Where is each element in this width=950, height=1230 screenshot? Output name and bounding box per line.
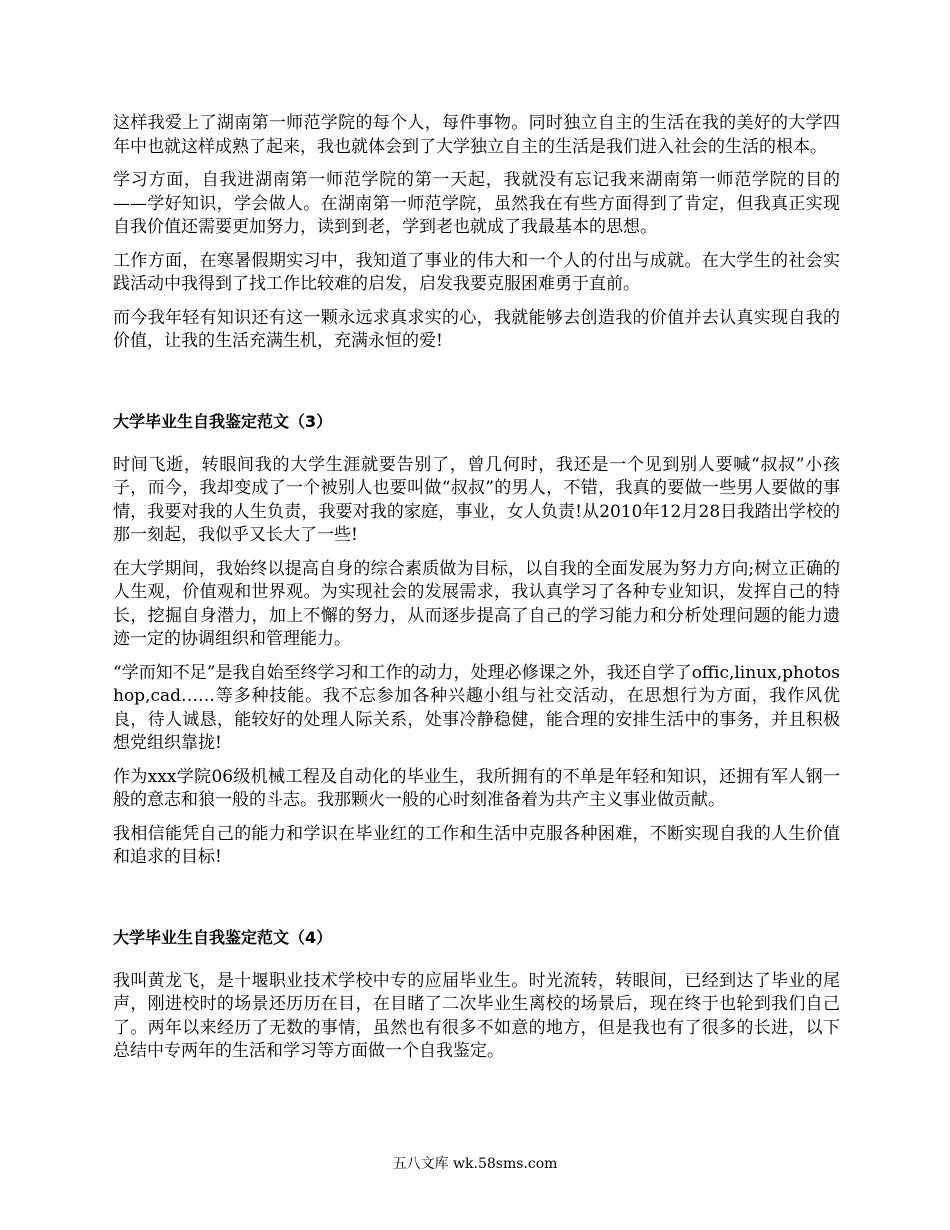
document-page [113,112,840,1074]
section-spacer [113,364,840,410]
paragraph: 在大学期间，我始终以提高自身的综合素质做为目标，以自我的全面发展为努力方向;树立正确的人生观，价值观和世界观。为实现社会的发展需求，我认真学习了各种专业知识，发挥自己的特长，挖掘自身潜力，加上不懈的努力，从而逐步提高了自己的学习能力和分析处理问题的能力遗迹一定的协调组织和管理能力。 [113,558,840,649]
section-4-heading: 大学毕业生自我鉴定范文（4） [113,927,333,947]
paragraph: 工作方面，在寒暑假期实习中，我知道了事业的伟大和一个人的付出与成就。在大学生的社会实践活动中我得到了找工作比较难的启发，启发我要克服困难勇于直前。 [113,250,840,294]
paragraph: 作为xxx学院06级机械工程及自动化的毕业生，我所拥有的不单是年轻和知识，还拥有军人钢一般的意志和狼一般的斗志。我那颗火一般的心时刻准备着为共产主义事业做贡献。 [113,766,840,810]
paragraph: “学而知不足”是我自始至终学习和工作的动力，处理必修课之外，我还自学了offic,linux,photoshop,cad……等多种技能。我不忘参加各种兴趣小组与社交活动，在思想行为方面，我作风优良，待人诚恳，能较好的处理人际关系，处事冷静稳健，能合理的安排生活中的事务，并且积极想党组织靠拢! [113,662,840,753]
footer-watermark: 五八文库 wk.58sms.com [392,1156,558,1172]
paragraph: 我相信能凭自己的能力和学识在毕业红的工作和生活中克服各种困难，不断实现自我的人生价值和追求的目标! [113,823,840,867]
section-spacer [113,880,840,926]
paragraph: 时间飞逝，转眼间我的大学生涯就要告别了，曾几何时，我还是一个见到别人要喊“叔叔”小孩子，而今，我却变成了一个被别人也要叫做“叔叔”的男人，不错，我真的要做一些男人要做的事情，我要对我的人生负责，我要对我的家庭，事业，女人负责!从2010年12月28日我踏出学校的那一刻起，我似乎又长大了一些! [113,454,840,545]
paragraph: 我叫黄龙飞，是十堰职业技术学校中专的应届毕业生。时光流转，转眼间，已经到达了毕业的尾声，刚进校时的场景还历历在目，在目睹了二次毕业生离校的场景后，现在终于也轮到我们自己了。两年以来经历了无数的事情，虽然也有很多不如意的地方，但是我也有了很多的长进，以下总结中专两年的生活和学习等方面做一个自我鉴定。 [113,970,840,1061]
paragraph: 学习方面，自我进湖南第一师范学院的第一天起，我就没有忘记我来湖南第一师范学院的目的——学好知识，学会做人。在湖南第一师范学院，虽然我在有些方面得到了肯定，但我真正实现自我价值还需要更加努力，读到到老，学到老也就成了我最基本的思想。 [113,170,840,237]
paragraph: 这样我爱上了湖南第一师范学院的每个人，每件事物。同时独立自主的生活在我的美好的大学四年中也就这样成熟了起来，我也就体会到了大学独立自主的生活是我们进入社会的生活的根本。 [113,113,840,157]
section-3-heading: 大学毕业生自我鉴定范文（3） [113,411,333,431]
paragraph: 而今我年轻有知识还有这一颗永远求真求实的心，我就能够去创造我的价值并去认真实现自我的价值，让我的生活充满生机，充满永恒的爱! [113,307,840,351]
